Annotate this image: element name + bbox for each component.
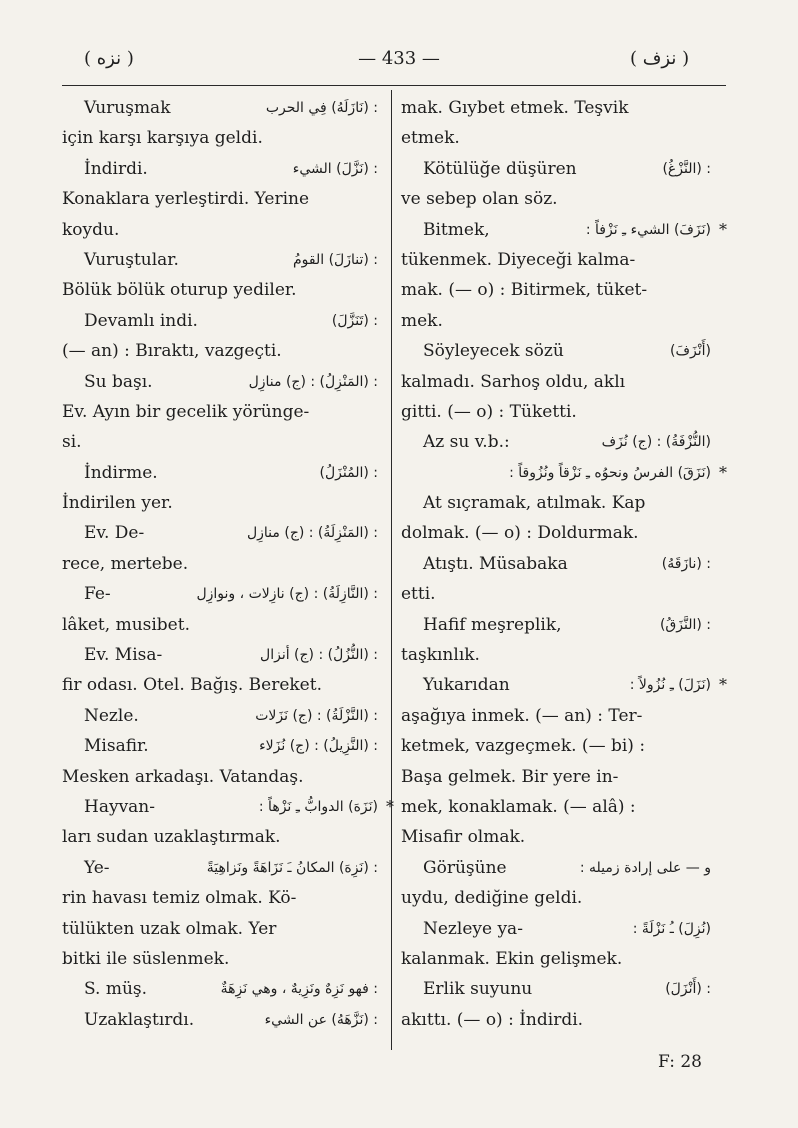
entry-text: koydu. <box>62 219 120 240</box>
entry-arabic: : (النَّزِيلُ) : (ج) نُزَلاء <box>259 738 378 755</box>
entry-arabic: : (النَّزْغُ) <box>662 160 711 177</box>
entry-arabic: و — على إرادة زميله : <box>579 859 711 876</box>
entry-text: si. <box>62 432 82 453</box>
entry-arabic: : (نَزِهَ) المكانُ ـَ نَزَاهَةً ونَزاهِيَةً <box>206 859 378 876</box>
entry-line <box>62 245 382 275</box>
entry-text: At sıçramak, atılmak. Kap <box>423 493 646 514</box>
right-column <box>401 93 727 1035</box>
entry-line <box>62 275 382 305</box>
entry-text: Görüşüne <box>423 857 507 878</box>
entry-text: mek, konaklamak. (— alâ) : <box>401 796 636 817</box>
entry-text: için karşı karşıya geldi. <box>62 128 263 149</box>
entry-text: ve sebep olan söz. <box>401 189 558 210</box>
entry-arabic: : (المَنْزِلُ) : (ج) منازِل <box>248 373 378 390</box>
entry-line <box>62 914 382 944</box>
entry-line <box>62 731 382 761</box>
entry-arabic: (نَزَفَ) الشيء ـِ نَزْفاً : <box>585 221 711 238</box>
entry-arabic: (نَزَهَ) الدوابُّ ـِ نَزْهاً : <box>258 798 378 815</box>
entry-arabic: : (النَّزَقُ) <box>659 616 711 633</box>
entry-text: Az su v.b.: <box>423 432 510 453</box>
entry-line <box>401 427 715 457</box>
entry-line <box>401 275 715 305</box>
entry-line <box>62 184 382 214</box>
entry-line <box>401 640 715 670</box>
entry-line <box>401 215 727 245</box>
entry-arabic: : (نَزَّهَهُ) عن الشيء <box>264 1011 378 1028</box>
entry-line <box>62 762 382 792</box>
entry-line <box>401 974 715 1004</box>
entry-line <box>401 792 715 822</box>
entry-text: aşağıya inmek. (— an) : Ter- <box>401 705 643 726</box>
entry-line <box>62 397 382 427</box>
entry-arabic: (أَنْزَفَ) <box>670 343 711 360</box>
entry-line <box>401 184 715 214</box>
entry-text: ları sudan uzaklaştırmak. <box>62 827 281 848</box>
entry-text: fir odası. Otel. Bağış. Bereket. <box>62 675 322 696</box>
entry-line <box>401 154 715 184</box>
entry-text: akıttı. (— o) : İndirdi. <box>401 1009 584 1030</box>
entry-text: Mesken arkadaşı. Vatandaş. <box>62 766 304 787</box>
entry-line <box>401 853 715 883</box>
entry-line <box>401 610 715 640</box>
entry-text: Hafif meşreplik, <box>423 614 562 635</box>
entry-line <box>401 336 715 366</box>
entry-text: etti. <box>401 584 436 605</box>
header-rule <box>62 85 726 86</box>
entry-arabic: : فهو نَزِهٌ ونَزِيهٌ ، وهي نَزِهَةٌ <box>220 981 378 998</box>
signature-footer: F: 28 <box>658 1052 702 1072</box>
entry-arabic: : (النُّزُلُ) : (ج) أنزال <box>260 647 378 664</box>
entry-line <box>401 914 715 944</box>
entry-line <box>401 883 715 913</box>
entry-arabic: : (تنازَلَ) القومُ <box>293 251 378 268</box>
entry-star-marker: * <box>719 462 727 482</box>
entry-text: Söyleyecek sözü <box>423 341 564 362</box>
entry-text: Vuruştular. <box>84 249 179 270</box>
entry-line <box>401 822 715 852</box>
entry-arabic: : (المُنْزَلُ) <box>319 464 378 481</box>
entry-text: İndirme. <box>84 462 158 483</box>
entry-line <box>401 488 715 518</box>
entry-text: Ev. Ayın bir gecelik yörünge- <box>62 401 310 422</box>
entry-text: Başa gelmek. Bir yere in- <box>401 766 619 787</box>
entry-line <box>401 731 715 761</box>
entry-star-marker: * <box>719 219 727 239</box>
entry-text: gitti. (— o) : Tüketti. <box>401 401 577 422</box>
entry-line <box>401 93 715 123</box>
entry-text: rin havası temiz olmak. Kö- <box>62 888 297 909</box>
entry-line <box>62 1005 382 1035</box>
entry-line <box>62 792 394 822</box>
entry-line <box>62 701 382 731</box>
entry-line <box>401 1005 715 1035</box>
entry-line <box>401 944 715 974</box>
header-right-keyword: ( نزف ) <box>630 48 690 69</box>
entry-line <box>62 427 382 457</box>
entry-text: Hayvan- <box>84 796 155 817</box>
entry-arabic: : (نازَقَهُ) <box>661 555 711 572</box>
entry-text: Erlik suyunu <box>423 979 533 1000</box>
entry-arabic: : (أَنْزَلَ) <box>665 981 711 998</box>
entry-text: Yukarıdan <box>423 675 510 696</box>
entry-arabic: : (النَّزْلَةُ) : (ج) نَزَلات <box>255 707 378 724</box>
entry-line <box>62 670 382 700</box>
entry-text: Ev. De- <box>84 523 145 544</box>
entry-text: mak. (— o) : Bitirmek, tüket- <box>401 280 648 301</box>
entry-star-marker: * <box>386 796 394 816</box>
entry-text: Atıştı. Müsabaka <box>423 553 568 574</box>
left-column <box>62 93 394 1035</box>
entry-line <box>62 974 382 1004</box>
entry-line <box>401 245 715 275</box>
entry-arabic: (النُّزْفَةُ) : (ج) نُزَف <box>601 434 711 451</box>
entry-line <box>62 215 382 245</box>
entry-text: İndirilen yer. <box>62 493 173 514</box>
entry-text: taşkınlık. <box>401 645 480 666</box>
entry-arabic: : (تَنَزَّلَ) <box>331 312 378 329</box>
entry-text: mak. Gıybet etmek. Teşvik <box>401 98 629 118</box>
entry-text: S. müş. <box>84 979 148 1000</box>
entry-text: Konaklara yerleştirdi. Yerine <box>62 189 310 210</box>
entry-text: rece, mertebe. <box>62 553 189 574</box>
entry-arabic: : (نَزَّلَ) الشيء <box>292 160 378 177</box>
entry-text: tükenmek. Diyeceği kalma- <box>401 249 636 270</box>
entry-text: etmek. <box>401 128 460 149</box>
entry-arabic: : (النَّازِلَةُ) : (ج) نازِلات ، ونوازِل <box>196 586 378 603</box>
entry-text: Vuruşmak <box>84 98 171 118</box>
entry-text: ketmek, vazgeçmek. (— bi) : <box>401 736 646 757</box>
entry-arabic: : (المَنْزِلَةُ) : (ج) منازِل <box>246 525 378 542</box>
entry-line <box>62 306 382 336</box>
page-number: — 433 — <box>358 48 440 69</box>
entry-text: İndirdi. <box>84 158 148 179</box>
entry-line <box>62 853 382 883</box>
entry-text: uydu, dediğine geldi. <box>401 888 583 909</box>
entry-text: Devamlı indi. <box>84 310 198 331</box>
entry-line <box>401 518 715 548</box>
entry-line <box>62 336 382 366</box>
entry-text: Bitmek, <box>423 219 490 240</box>
entry-line <box>62 367 382 397</box>
entry-text: Nezle. <box>84 705 139 726</box>
entry-line <box>62 822 382 852</box>
entry-line <box>401 123 715 153</box>
entry-line <box>62 518 382 548</box>
entry-text: Bölük bölük oturup yediler. <box>62 280 297 301</box>
entry-line <box>62 458 382 488</box>
entry-text: Misafir. <box>84 736 149 757</box>
entry-line <box>62 610 382 640</box>
entry-text: lâket, musibet. <box>62 614 190 635</box>
entry-arabic: (نُزِلَ) ـُ نَزْلَةً : <box>632 920 711 937</box>
entry-text: Kötülüğe düşüren <box>423 158 577 179</box>
column-divider <box>391 90 392 1050</box>
entry-line <box>401 367 715 397</box>
entry-arabic: : (نَازَلَهُ) فِي الحرب <box>265 100 378 116</box>
header-left-keyword: ( نزه ) <box>84 48 134 69</box>
entry-line <box>401 549 715 579</box>
entry-line <box>401 397 715 427</box>
entry-text: kalanmak. Ekin gelişmek. <box>401 948 623 969</box>
entry-line <box>401 670 727 700</box>
entry-text: Ev. Misa- <box>84 645 163 666</box>
entry-star-marker: * <box>719 675 727 695</box>
entry-text: kalmadı. Sarhoş oldu, aklı <box>401 371 626 392</box>
entry-line <box>62 123 382 153</box>
entry-text: dolmak. (— o) : Doldurmak. <box>401 523 639 544</box>
entry-text: bitki ile süslenmek. <box>62 948 230 969</box>
entry-line <box>401 458 727 488</box>
entry-line <box>401 579 715 609</box>
entry-text: (— an) : Bıraktı, vazgeçti. <box>62 341 282 362</box>
entry-line <box>62 154 382 184</box>
entry-text: mek. <box>401 310 443 331</box>
entry-arabic: (نَزَلَ) ـِ نُزُولاً : <box>629 677 711 694</box>
entry-text: Misafir olmak. <box>401 827 526 848</box>
entry-line <box>62 883 382 913</box>
entry-text: Uzaklaştırdı. <box>84 1009 195 1030</box>
entry-line <box>401 762 715 792</box>
entry-line <box>62 640 382 670</box>
entry-text: Nezleye ya- <box>423 918 523 939</box>
entry-arabic: (نَزَقَ) الفرسُ ونحوُه ـِ نَزْقاً ونُزُوقاً : <box>509 464 711 481</box>
entry-line <box>62 579 382 609</box>
entry-text: Ye- <box>84 857 110 878</box>
entry-line <box>401 701 715 731</box>
entry-text: Su başı. <box>84 371 153 392</box>
entry-line <box>62 488 382 518</box>
entry-line <box>401 306 715 336</box>
entry-text: Fe- <box>84 584 111 605</box>
entry-line <box>62 549 382 579</box>
entry-line <box>62 93 382 123</box>
entry-text: tülükten uzak olmak. Yer <box>62 918 277 939</box>
entry-line <box>62 944 382 974</box>
